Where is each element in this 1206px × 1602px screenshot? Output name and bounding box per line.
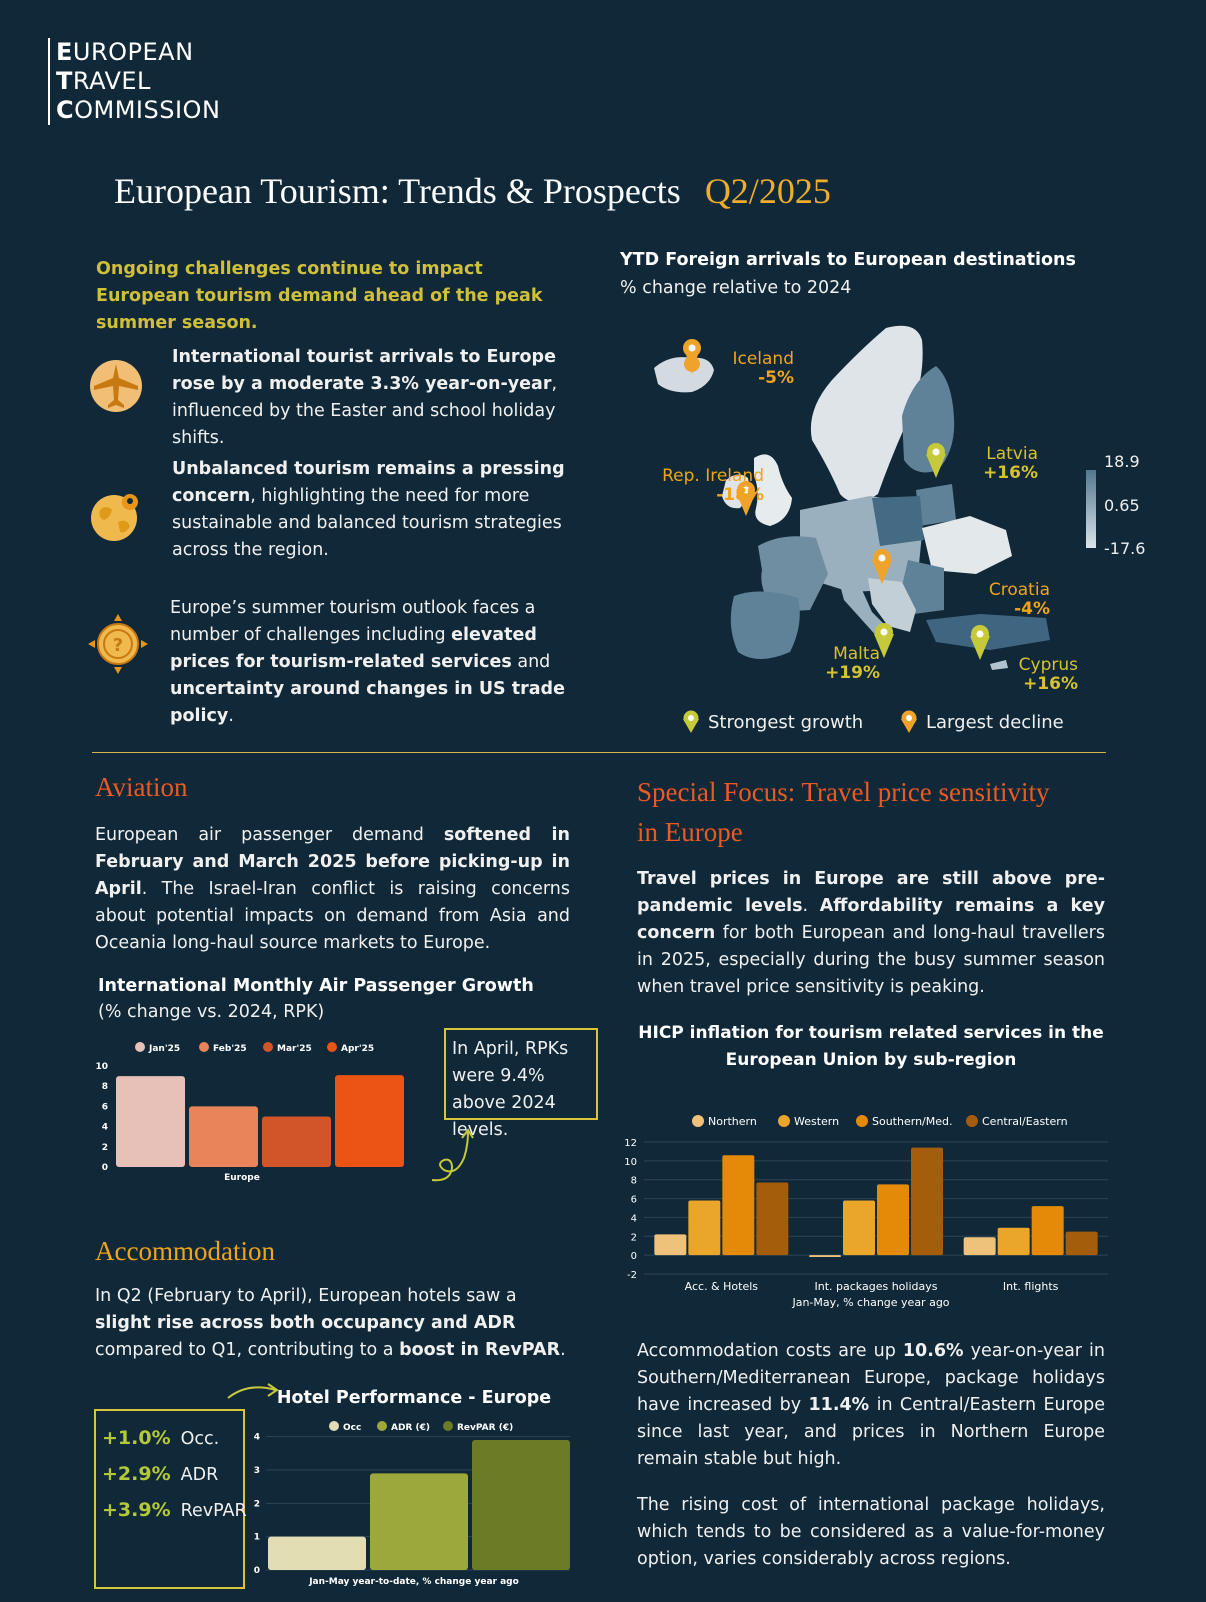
y-tick: -2 <box>627 1270 637 1281</box>
legend-growth: Strongest growth <box>708 712 864 733</box>
hicp-title-1: HICP inflation for tourism related services in the <box>638 1023 1104 1043</box>
legend-label-1: Feb'25 <box>213 1044 247 1054</box>
focus-text-1: Travel prices in Europe are still above pre-pandemic levels. Affordability remains a key concern for both European and long-haul travellers in 2025, especially during the busy summer season when travel price sensitivity is peaking. <box>637 869 1105 997</box>
bar-Northern-1 <box>809 1255 841 1257</box>
bullet-unbalanced: Unbalanced tourism remains a pressing concern, highlighting the need for more sustainable and balanced tourism strategies across the region. <box>172 459 565 560</box>
section-divider <box>92 752 1106 753</box>
pin-latvia-icon <box>926 443 946 478</box>
legend-label-3: Apr'25 <box>341 1044 375 1054</box>
curly-arrow-icon <box>430 1126 480 1184</box>
bar-Apr'25 <box>335 1075 404 1167</box>
bar-Northern-2 <box>964 1237 996 1255</box>
legend-swatch-1 <box>377 1421 387 1431</box>
x-tick: Int. packages holidays <box>814 1280 938 1293</box>
y-tick: 4 <box>630 1213 637 1225</box>
bullet-arrivals: International tourist arrivals to Europe rose by a moderate 3.3% year-on-year, influenced by the Easter and school holiday shifts. <box>172 347 558 448</box>
decline-pin-icon <box>900 710 918 734</box>
aviation-heading: Aviation <box>95 772 188 802</box>
bar-Southern/Med.-1 <box>877 1184 909 1255</box>
bar-Central/Eastern-0 <box>756 1183 788 1256</box>
legend-label-0: Occ <box>343 1423 362 1433</box>
bar-ADR (€) <box>370 1473 468 1570</box>
map-label-croatia: Croatia -4% <box>988 580 1050 619</box>
focus-text-3: The rising cost of international package holidays, which tends to be considered as a value-for-money option, varies considerably across regions. <box>637 1495 1105 1569</box>
map-label-latvia: Latvia +16% <box>983 444 1038 483</box>
y-tick: 12 <box>624 1138 637 1149</box>
legend-swatch-0 <box>692 1115 704 1127</box>
y-tick: 8 <box>630 1175 637 1187</box>
map-color-scale <box>1086 470 1096 548</box>
legend-swatch-0 <box>329 1421 339 1431</box>
legend-swatch-3 <box>327 1042 337 1052</box>
etc-logo: EUROPEAN TRAVEL COMMISSION <box>48 38 220 125</box>
europe-map <box>640 320 1100 700</box>
x-label: Jan-May year-to-date, % change year ago <box>309 1577 519 1587</box>
air-chart-subtitle: (% change vs. 2024, RPK) <box>98 1002 325 1022</box>
svg-text:?: ? <box>112 635 124 656</box>
bar-Feb'25 <box>189 1106 258 1167</box>
y-tick: 4 <box>253 1432 260 1443</box>
map-label-ireland: Rep. Ireland -18% <box>662 466 764 505</box>
kpi-occ: +1.0% Occ. <box>102 1427 220 1449</box>
x-label: Jan-May, % change year ago <box>792 1296 950 1309</box>
y-tick: 4 <box>101 1122 108 1133</box>
accommodation-text: In Q2 (February to April), European hotels saw a slight rise across both occupancy and ADR compared to Q1, contributing to a boost in RevPAR. <box>95 1286 566 1360</box>
scale-min: -17.6 <box>1104 539 1146 558</box>
hicp-title-2: European Union by sub-region <box>725 1050 1017 1070</box>
hotel-chart-title: Hotel Performance - Europe <box>276 1388 552 1408</box>
legend-label-1: Western <box>794 1115 840 1128</box>
y-tick: 8 <box>101 1082 108 1093</box>
legend-swatch-1 <box>778 1115 790 1127</box>
bar-Western-0 <box>688 1200 720 1255</box>
y-tick: 6 <box>630 1194 637 1206</box>
bar-Southern/Med.-0 <box>722 1155 754 1255</box>
hotel-kpi-box <box>94 1409 245 1589</box>
bar-RevPAR (€) <box>472 1440 570 1570</box>
hicp-inflation-chart <box>624 1023 1110 1310</box>
hotel-performance-chart <box>252 1384 592 1598</box>
page-title: European Tourism: Trends & Prospects Q2/2025 <box>114 171 831 211</box>
map-title: YTD Foreign arrivals to European destinations <box>620 250 1076 270</box>
pin-cyprus-icon <box>970 625 990 660</box>
bar-Northern-0 <box>654 1234 686 1255</box>
legend-label-2: Southern/Med. <box>872 1115 953 1128</box>
pin-iceland-icon <box>683 339 701 374</box>
bar-Mar'25 <box>262 1117 331 1168</box>
y-tick: 2 <box>630 1232 637 1244</box>
x-tick: Acc. & Hotels <box>684 1280 759 1293</box>
y-tick: 1 <box>253 1532 260 1543</box>
bar-Jan'25 <box>116 1076 185 1167</box>
air-chart-title: International Monthly Air Passenger Growth <box>98 976 534 996</box>
growth-pin-icon <box>682 710 700 734</box>
intro-text: Ongoing challenges continue to impact European tourism demand ahead of the peak summer season. <box>96 259 543 333</box>
bullet-outlook: Europe’s summer tourism outlook faces a number of challenges including elevated prices for tourism-related services and uncertainty around changes in US trade policy. <box>170 598 565 726</box>
legend-label-3: Central/Eastern <box>982 1115 1068 1128</box>
x-label: Europe <box>224 1173 260 1183</box>
bar-Southern/Med.-2 <box>1032 1206 1064 1255</box>
bar-Western-2 <box>998 1228 1030 1255</box>
air-passenger-chart <box>92 1040 422 1210</box>
y-tick: 0 <box>630 1251 637 1263</box>
y-tick: 10 <box>95 1062 108 1072</box>
legend-swatch-1 <box>199 1042 209 1052</box>
kpi-adr: +2.9% ADR <box>102 1463 219 1485</box>
map-label-iceland: Iceland -5% <box>732 349 794 388</box>
scale-mid: 0.65 <box>1104 496 1140 515</box>
legend-label-1: ADR (€) <box>391 1423 430 1433</box>
kpi-revpar: +3.9% RevPAR <box>102 1499 247 1521</box>
globe-pin-icon <box>88 488 144 544</box>
legend-label-0: Northern <box>708 1115 757 1128</box>
question-compass-icon <box>86 612 150 676</box>
bar-Western-1 <box>843 1200 875 1255</box>
accommodation-heading: Accommodation <box>95 1236 275 1266</box>
legend-swatch-2 <box>443 1421 453 1431</box>
legend-decline: Largest decline <box>926 712 1064 733</box>
y-tick: 0 <box>101 1163 108 1173</box>
aviation-text: European air passenger demand softened in February and March 2025 before picking-up in April. The Israel-Iran conflict is raising concerns about potential impacts on demand from Asia and Oceania long-haul source markets to Europe. <box>95 825 570 953</box>
bar-Central/Eastern-1 <box>911 1148 943 1255</box>
scale-max: 18.9 <box>1104 452 1140 471</box>
rpk-callout: In April, RPKs were 9.4% above 2024 levels. <box>444 1028 598 1120</box>
y-tick: 10 <box>624 1156 637 1168</box>
quarter-label: Q2/2025 <box>704 171 831 211</box>
legend-label-0: Jan'25 <box>149 1044 181 1054</box>
legend-swatch-0 <box>135 1042 145 1052</box>
y-tick: 2 <box>253 1499 260 1510</box>
focus-text-2: Accommodation costs are up 10.6% year-on-year in Southern/Mediterranean Europe, package holidays have increased by 11.4% in Central/Eastern Europe since last year, and prices in Northern Europe remain stable but high. <box>637 1341 1105 1469</box>
legend-swatch-2 <box>263 1042 273 1052</box>
legend-swatch-2 <box>856 1115 868 1127</box>
airplane-icon <box>88 358 144 414</box>
y-tick: 2 <box>101 1142 108 1153</box>
y-tick: 3 <box>253 1466 260 1476</box>
legend-label-2: RevPAR (€) <box>457 1423 514 1433</box>
focus-heading: Special Focus: Travel price sensitivity in Europe <box>637 777 1050 847</box>
map-label-cyprus: Cyprus +16% <box>1018 655 1078 694</box>
legend-swatch-3 <box>966 1115 978 1127</box>
bar-Central/Eastern-2 <box>1066 1232 1098 1256</box>
map-label-malta: Malta +19% <box>825 644 880 683</box>
bar-Occ <box>268 1537 366 1570</box>
y-tick: 6 <box>101 1102 108 1113</box>
y-tick: 0 <box>253 1566 260 1576</box>
legend-label-2: Mar'25 <box>277 1044 312 1054</box>
x-tick: Int. flights <box>1002 1280 1059 1293</box>
map-subtitle: % change relative to 2024 <box>620 278 852 298</box>
